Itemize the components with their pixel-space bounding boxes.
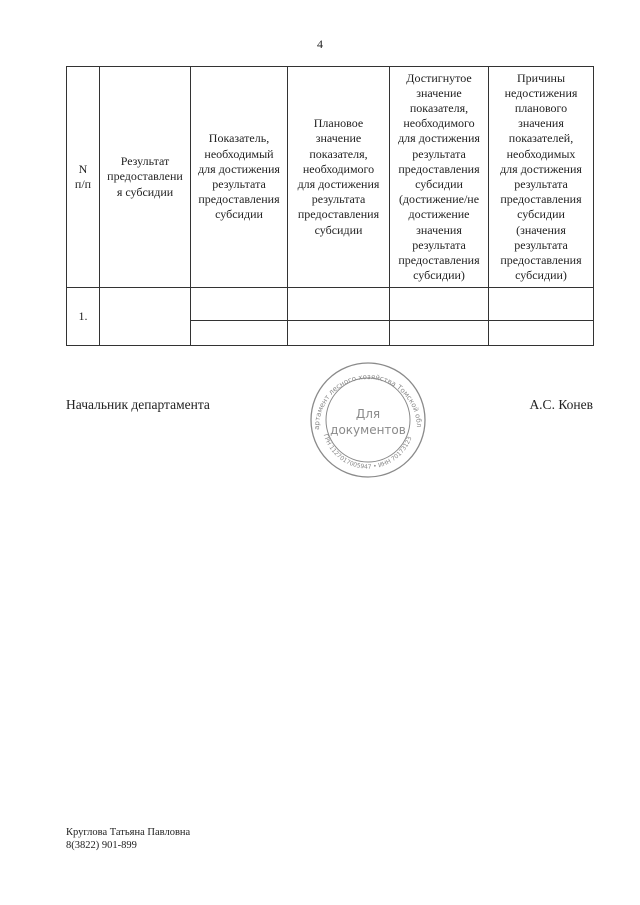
indicators-table xyxy=(66,66,594,346)
signatory-name: А.С. Конев xyxy=(529,397,593,412)
table-cell xyxy=(288,321,390,346)
table-cell xyxy=(288,288,390,321)
official-stamp xyxy=(298,360,438,478)
header-cell-achieved-value: Достигнутое значение показателя, необходимого для достижения результата предоставления субсидии (достижение/не достижение значения результата предоставления субсидии) xyxy=(390,67,489,288)
stamp-center-text-2: документов xyxy=(330,423,406,437)
contact-phone: 8(3822) 901-899 xyxy=(66,840,137,851)
table-cell xyxy=(191,288,288,321)
row-number-cell: 1. xyxy=(67,288,100,346)
table-cell xyxy=(191,321,288,346)
contact-block xyxy=(66,826,190,852)
contact-name: Круглова Татьяна Павловна xyxy=(66,827,191,838)
header-cell-number: N п/п xyxy=(67,67,100,288)
header-cell-reasons: Причины недостижения планового значения показателей, необходимых для достижения результата предоставления субсидии (значения результата предоставления субсидии) xyxy=(489,67,594,288)
header-cell-planned-value: Плановое значение показателя, необходимого для достижения результата предоставления субсидии xyxy=(288,67,390,288)
table-row xyxy=(67,288,594,321)
signatory-title: Начальник департамента xyxy=(66,397,210,412)
result-cell xyxy=(100,288,191,346)
header-cell-indicator: Показатель, необходимый для достижения результата предоставления субсидии xyxy=(191,67,288,288)
table-cell xyxy=(489,321,594,346)
stamp-center-text-1: Для xyxy=(355,407,381,421)
header-cell-result: Результат предоставлени я субсидии xyxy=(100,67,191,288)
page-number: 4 xyxy=(317,37,323,51)
table-header-row xyxy=(67,67,594,288)
stamp-ring-text-bottom: ГРН 1127017005947 • ИНН 70173123 xyxy=(321,433,414,471)
table-cell xyxy=(390,288,489,321)
stamp-seal-icon xyxy=(298,360,438,478)
table-cell xyxy=(390,321,489,346)
stamp-ring-text: артамент лесного хозяйства Томской обл xyxy=(312,372,424,430)
table-cell xyxy=(489,288,594,321)
